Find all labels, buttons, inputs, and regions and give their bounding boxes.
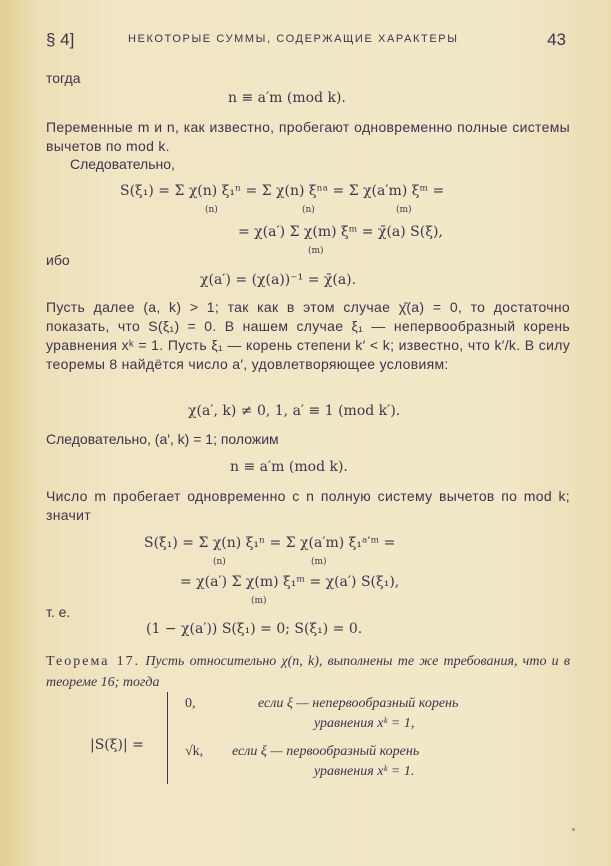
word-ibo: ибо (46, 252, 70, 268)
case-1-equation: уравнения xᵏ = 1, (314, 716, 415, 731)
paragraph-case-gcd: Пусть далее (a, k) > 1; так как в этом случае χ̄(a) = 0, то достаточно показать, что S(ξ₁) = 0. В нашем случае ξ₁ — непервообразный корень уравнения xᵏ = 1. Пусть ξ₁ — корень степени k′ < k; известно, что k′/k. В силу теоремы 8 найдётся число a′, удовлетворяющее условиям: (46, 299, 570, 372)
sum-index-2: (n) (302, 205, 315, 215)
running-header (46, 30, 566, 52)
cases-brace (167, 692, 178, 784)
word-togda: тогда (46, 70, 81, 86)
equation-sum2-line-1: S(ξ₁) = Σ χ(n) ξ₁ⁿ = Σ χ(a′m) ξ₁ᵃ′ᵐ = (144, 535, 396, 551)
section-marker: § 4] (46, 30, 75, 49)
sum2-index-1: (n) (213, 557, 226, 567)
equation-sum2-line-2: = χ(a′) Σ χ(m) ξ₁ᵐ = χ(a′) S(ξ₁), (180, 574, 400, 590)
theorem-statement: Пусть относительно χ(n, k), выполнены те же требования, что и в теореме 16; тогда (46, 654, 570, 690)
case-1-value: 0, (185, 696, 196, 711)
equation-congruence-1: n ≡ a′m (mod k). (228, 90, 346, 106)
theorem-17 (46, 651, 570, 693)
paragraph-number-m: Число m пробегает одновременно с n полную систему вычетов по mod k; значит (46, 488, 570, 523)
sum-index-4: (m) (308, 246, 324, 256)
sum-index-1: (n) (205, 205, 218, 215)
equation-inverse: χ(a′) = (χ(a))⁻¹ = χ̄(a). (200, 272, 357, 288)
paragraph-therefore: Следовательно, (70, 156, 175, 172)
page-number: 43 (547, 30, 566, 49)
paper-speck (572, 828, 575, 831)
case-2-value: √k, (185, 744, 204, 759)
paragraph-consequently: Следовательно, (a′, k) = 1; положим (46, 431, 279, 447)
case-2-equation: уравнения xᵏ = 1. (314, 764, 415, 779)
sum2-index-2: (m) (311, 557, 327, 567)
abs-sum-lhs: |S(ξ)| = (90, 737, 144, 753)
theorem-label: Теорема 17. (46, 654, 141, 669)
case-2-condition: если ξ — первообразный корень (232, 744, 420, 759)
case-1-condition: если ξ — непервообразный корень (258, 696, 459, 711)
running-title: НЕКОТОРЫЕ СУММЫ, СОДЕРЖАЩИЕ ХАРАКТЕРЫ (128, 33, 459, 45)
equation-conditions: χ(a′, k) ≠ 0, 1, a′ ≡ 1 (mod k′). (188, 403, 401, 419)
word-te: т. е. (46, 604, 71, 620)
sum-index-3: (m) (396, 205, 412, 215)
equation-sum-line-2: = χ(a′) Σ χ(m) ξᵐ = χ̄(a) S(ξ), (238, 224, 443, 240)
equation-congruence-2: n ≡ a′m (mod k). (230, 459, 348, 475)
paragraph-variables: Переменные m и n, как известно, пробегают одновременно полные системы вычетов по mod k. (46, 119, 570, 154)
equation-sum-line-1: S(ξ₁) = Σ χ(n) ξ₁ⁿ = Σ χ(n) ξⁿᵃ = Σ χ(a′m) ξᵐ = (120, 183, 445, 199)
equation-result: (1 − χ(a′)) S(ξ₁) = 0; S(ξ₁) = 0. (146, 621, 363, 637)
sum2-index-3: (m) (251, 596, 267, 606)
